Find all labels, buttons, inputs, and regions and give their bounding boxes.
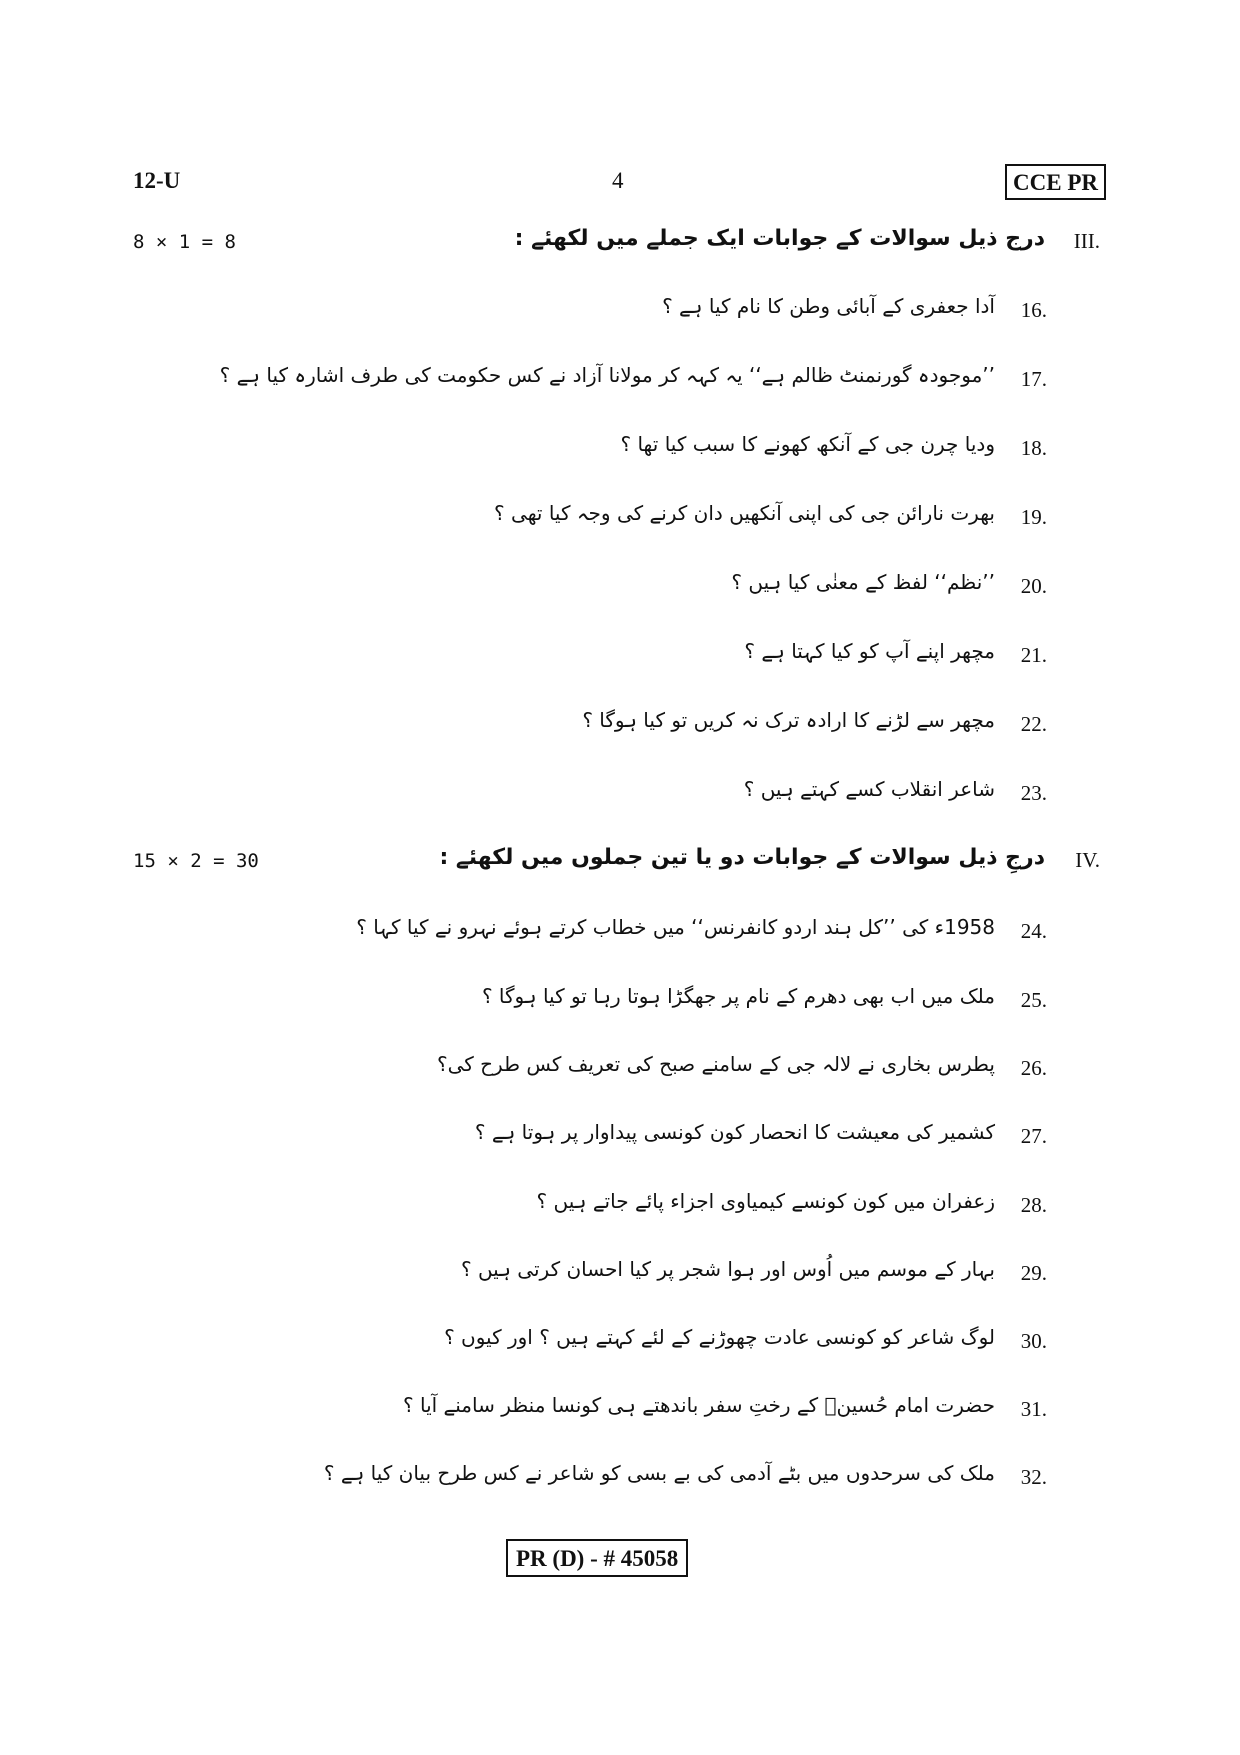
question-number: 19. <box>1020 505 1047 529</box>
question-text: ملک میں اب بھی دھرم کے نام پر جھگڑا ہوتا رہا تو کیا ہوگا ؟ <box>481 984 995 1008</box>
question-text: ودیا چرن جی کے آنکھ کھونے کا سبب کیا تھا ؟ <box>620 432 995 456</box>
question-text: بھرت نارائن جی کی اپنی آنکھیں دان کرنے کی وجہ کیا تھی ؟ <box>494 501 995 525</box>
question-number: 22. <box>1020 712 1047 736</box>
paper-code-box: PR (D) - # 45058 <box>506 1539 688 1577</box>
question-number: 20. <box>1020 574 1047 598</box>
question-text: حضرت امام حُسینؓ کے رختِ سفر باندھتے ہی کونسا منظر سامنے آیا ؟ <box>403 1393 995 1417</box>
question-text: پطرس بخاری نے لالہ جی کے سامنے صبح کی تعریف کس طرح کی؟ <box>436 1052 995 1076</box>
section-number: IV. <box>1075 848 1100 872</box>
question-text: 1958ء کی ’’کل ہند اردو کانفرنس‘‘ میں خطاب کرتے ہوئے نہرو نے کیا کہا ؟ <box>356 915 995 939</box>
page-number: 4 <box>612 168 624 193</box>
question-number: 23. <box>1020 781 1047 805</box>
question-text: بہار کے موسم میں اُوس اور ہوا شجر پر کیا احسان کرتی ہیں ؟ <box>460 1257 995 1281</box>
subject-code: 12-U <box>133 168 181 193</box>
question-number: 16. <box>1020 298 1047 322</box>
question-text: ’’موجودہ گورنمنٹ ظالم ہے‘‘ یہ کہہ کر مولانا آزاد نے کس حکومت کی طرف اشارہ کیا ہے ؟ <box>219 363 995 387</box>
question-text: لوگ شاعر کو کونسی عادت چھوڑنے کے لئے کہتے ہیں ؟ اور کیوں ؟ <box>444 1325 995 1349</box>
question-number: 26. <box>1020 1056 1047 1080</box>
question-number: 24. <box>1020 919 1047 943</box>
question-text: کشمیر کی معیشت کا انحصار کون کونسی پیداوار پر ہوتا ہے ؟ <box>474 1120 995 1144</box>
question-number: 27. <box>1020 1124 1047 1148</box>
question-text: مچھر اپنے آپ کو کیا کہتا ہے ؟ <box>744 639 995 663</box>
question-number: 18. <box>1020 436 1047 460</box>
question-text: آدا جعفری کے آبائی وطن کا نام کیا ہے ؟ <box>662 294 995 318</box>
question-text: شاعر انقلاب کسے کہتے ہیں ؟ <box>743 777 995 801</box>
question-text: ’’نظم‘‘ لفظ کے معنٰی کیا ہیں ؟ <box>731 570 995 594</box>
section-number: III. <box>1073 229 1100 253</box>
question-number: 17. <box>1020 367 1047 391</box>
question-number: 28. <box>1020 1193 1047 1217</box>
question-text: زعفران میں کون کونسے کیمیاوی اجزاء پائے جاتے ہیں ؟ <box>536 1189 995 1213</box>
question-number: 31. <box>1020 1397 1047 1421</box>
section-marks: 15 × 2 = 30 <box>133 850 259 872</box>
exam-label-box: CCE PR <box>1005 164 1106 200</box>
question-number: 32. <box>1020 1465 1047 1489</box>
question-text: ملک کی سرحدوں میں بٹے آدمی کی بے بسی کو شاعر نے کس طرح بیان کیا ہے ؟ <box>323 1461 995 1485</box>
question-number: 21. <box>1020 643 1047 667</box>
section-title: درج ذیل سوالات کے جوابات ایک جملے میں لکھئے : <box>514 226 1045 251</box>
question-text: مچھر سے لڑنے کا ارادہ ترک نہ کریں تو کیا ہوگا ؟ <box>582 708 995 732</box>
question-number: 29. <box>1020 1261 1047 1285</box>
section-title: درجِ ذیل سوالات کے جوابات دو یا تین جملوں میں لکھئے : <box>439 845 1045 870</box>
question-number: 25. <box>1020 988 1047 1012</box>
section-marks: 8 × 1 = 8 <box>133 231 236 253</box>
question-number: 30. <box>1020 1329 1047 1353</box>
